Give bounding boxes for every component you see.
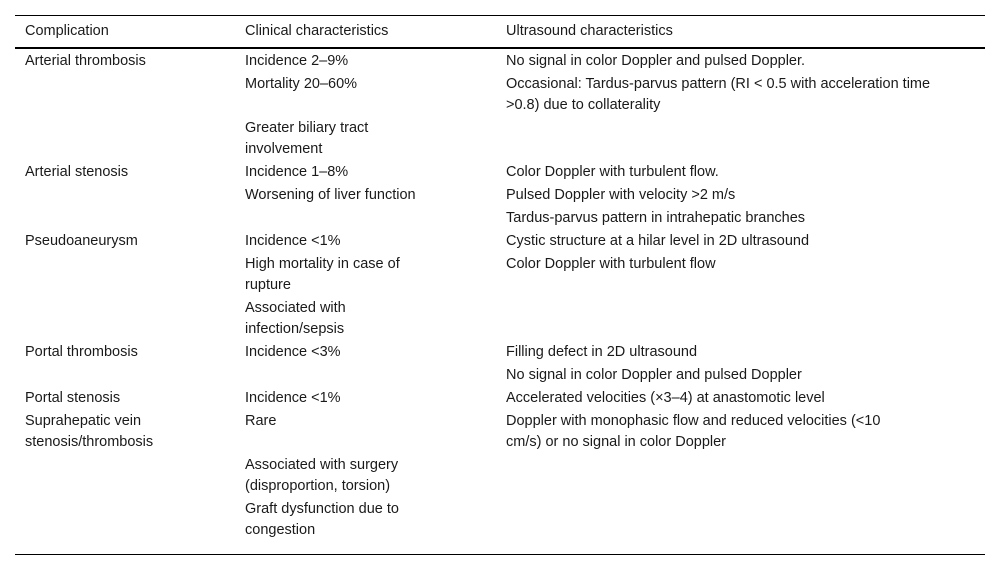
complications-table bbox=[15, 15, 985, 555]
cell-ultrasound bbox=[506, 74, 951, 116]
cell-ultrasound bbox=[506, 231, 976, 252]
table-row bbox=[25, 162, 240, 183]
cell-ultrasound bbox=[506, 365, 976, 386]
header-ultrasound: Ultrasound characteristics bbox=[506, 23, 673, 39]
clinical-item: Incidence <1% bbox=[245, 390, 341, 406]
cell-clinical bbox=[245, 298, 395, 340]
cell-ultrasound bbox=[506, 254, 976, 275]
table-row bbox=[25, 388, 240, 409]
ultrasound-item: No signal in color Doppler and pulsed Doppler. bbox=[506, 53, 806, 69]
cell-ultrasound bbox=[506, 162, 976, 183]
ultrasound-item: Color Doppler with turbulent flow. bbox=[506, 164, 719, 180]
clinical-item: Worsening of liver function bbox=[245, 187, 416, 203]
table-row bbox=[25, 411, 185, 453]
table-row bbox=[25, 51, 240, 72]
ultrasound-item: Cystic structure at a hilar level in 2D ultrasound bbox=[506, 233, 810, 249]
cell-clinical bbox=[245, 51, 495, 72]
clinical-item: Incidence 1–8% bbox=[245, 164, 349, 180]
table-header-row bbox=[15, 16, 985, 49]
ultrasound-item: Accelerated velocities (×3–4) at anastomotic level bbox=[506, 390, 825, 406]
ultrasound-item: Color Doppler with turbulent flow bbox=[506, 256, 716, 272]
clinical-item: Mortality 20–60% bbox=[245, 76, 358, 92]
header-complication: Complication bbox=[25, 23, 109, 39]
clinical-item: Incidence <3% bbox=[245, 344, 341, 360]
clinical-item: Associated with surgery (disproportion, torsion) bbox=[245, 457, 399, 494]
clinical-item: Incidence 2–9% bbox=[245, 53, 349, 69]
clinical-item: Greater biliary tract involvement bbox=[245, 120, 369, 157]
cell-complication: Portal stenosis bbox=[25, 390, 121, 406]
cell-complication: Portal thrombosis bbox=[25, 344, 138, 360]
cell-clinical bbox=[245, 231, 495, 252]
cell-clinical bbox=[245, 455, 425, 497]
cell-clinical bbox=[245, 118, 420, 160]
cell-clinical bbox=[245, 254, 430, 296]
clinical-item: Graft dysfunction due to congestion bbox=[245, 501, 399, 538]
cell-clinical bbox=[245, 499, 425, 541]
cell-ultrasound bbox=[506, 51, 976, 72]
clinical-item: Associated with infection/sepsis bbox=[245, 300, 346, 337]
cell-ultrasound bbox=[506, 342, 976, 363]
table-row bbox=[25, 231, 240, 252]
ultrasound-item: Tardus-parvus pattern in intrahepatic branches bbox=[506, 210, 806, 226]
header-clinical: Clinical characteristics bbox=[245, 23, 389, 39]
cell-complication: Arterial thrombosis bbox=[25, 53, 146, 69]
ultrasound-item: No signal in color Doppler and pulsed Doppler bbox=[506, 367, 802, 383]
cell-clinical bbox=[245, 342, 495, 363]
cell-ultrasound bbox=[506, 411, 896, 453]
clinical-item: Rare bbox=[245, 413, 277, 429]
cell-complication: Pseudoaneurysm bbox=[25, 233, 138, 249]
ultrasound-item: Doppler with monophasic flow and reduced velocities (<10 cm/s) or no signal in color Doppler bbox=[506, 413, 881, 450]
cell-complication: Suprahepatic vein stenosis/thrombosis bbox=[25, 413, 154, 450]
clinical-item: Incidence <1% bbox=[245, 233, 341, 249]
cell-ultrasound bbox=[506, 208, 976, 229]
cell-clinical bbox=[245, 411, 495, 432]
ultrasound-item: Pulsed Doppler with velocity >2 m/s bbox=[506, 187, 736, 203]
clinical-item: High mortality in case of rupture bbox=[245, 256, 400, 293]
cell-complication: Arterial stenosis bbox=[25, 164, 129, 180]
ultrasound-item: Filling defect in 2D ultrasound bbox=[506, 344, 698, 360]
cell-clinical bbox=[245, 185, 495, 206]
cell-clinical bbox=[245, 162, 495, 183]
cell-ultrasound bbox=[506, 185, 976, 206]
cell-ultrasound bbox=[506, 388, 976, 409]
ultrasound-item: Occasional: Tardus-parvus pattern (RI < 0.5 with acceleration time >0.8) due to collaterality bbox=[506, 76, 931, 113]
table-body bbox=[15, 49, 985, 547]
table-bottom-rule bbox=[15, 554, 985, 555]
table-row bbox=[25, 342, 240, 363]
cell-clinical bbox=[245, 74, 495, 95]
cell-clinical bbox=[245, 388, 495, 409]
